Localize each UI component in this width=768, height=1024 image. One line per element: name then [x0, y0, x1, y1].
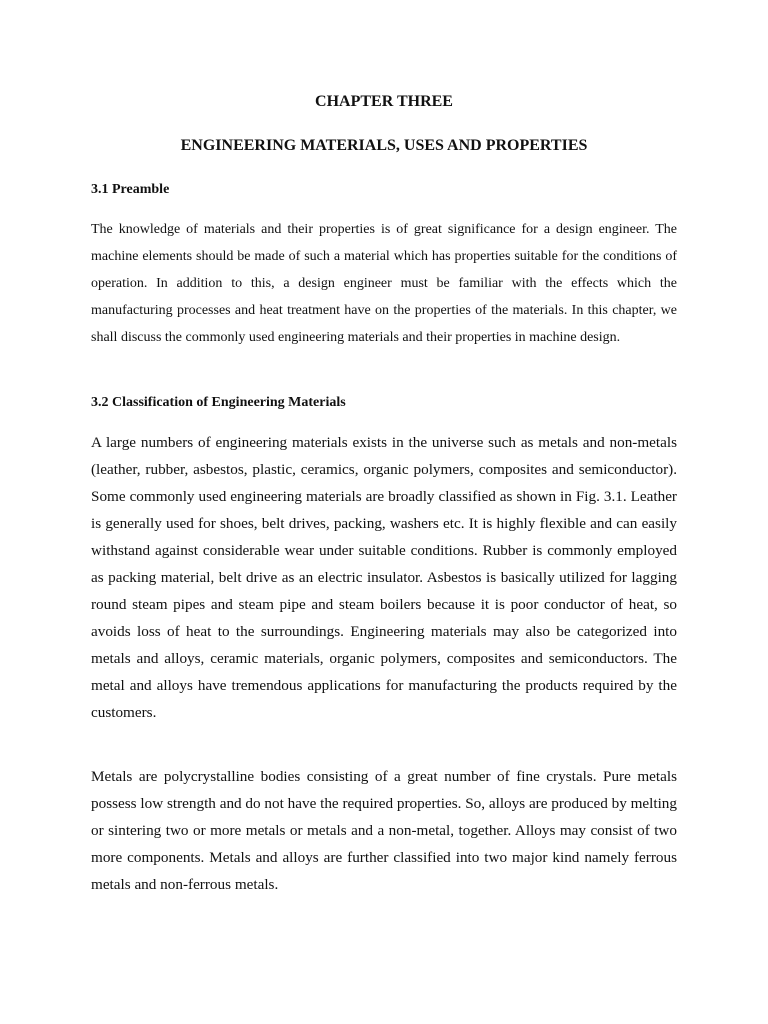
section-heading-classification: 3.2 Classification of Engineering Materials — [91, 395, 346, 410]
paragraph-metals: Metals are polycrystalline bodies consisting of a great number of fine crystals. Pure metals possess low strength and do not have the required properties. So, alloys are produced by melting or sintering two or more metals or metals and a non-metal, together. Alloys may consist of two more components. Metals and alloys are further classified into two major kind namely ferrous metals and non-ferrous metals. — [91, 768, 677, 893]
section-heading-preamble: 3.1 Preamble — [91, 182, 170, 197]
paragraph-preamble: The knowledge of materials and their properties is of great significance for a design engineer. The machine elements should be made of such a material which has properties suitable for the conditions of operation. In addition to this, a design engineer must be familiar with the effects which the manufacturing processes and heat treatment have on the properties of the materials. In this chapter, we shall discuss the commonly used engineering materials and their properties in machine design. — [91, 222, 677, 345]
chapter-label: CHAPTER THREE — [315, 93, 453, 110]
paragraph-classification: A large numbers of engineering materials exists in the universe such as metals and non-metals (leather, rubber, asbestos, plastic, ceramics, organic polymers, composites and semiconductor). Some commonly used engineering materials are broadly classified as shown in Fig. 3.1. Leather is generally used for shoes, belt drives, packing, washers etc. It is highly flexible and can easily withstand against considerable wear under suitable conditions. Rubber is commonly employed as packing material, belt drive as an electric insulator. Asbestos is basically utilized for lagging round steam pipes and steam pipe and steam boilers because it is poor conductor of heat, so avoids loss of heat to the surroundings. Engineering materials may also be categorized into metals and alloys, ceramic materials, organic polymers, composites and semiconductors. The metal and alloys have tremendous applications for manufacturing the products required by the customers. — [91, 434, 677, 721]
chapter-title: ENGINEERING MATERIALS, USES AND PROPERTIES — [180, 137, 588, 154]
